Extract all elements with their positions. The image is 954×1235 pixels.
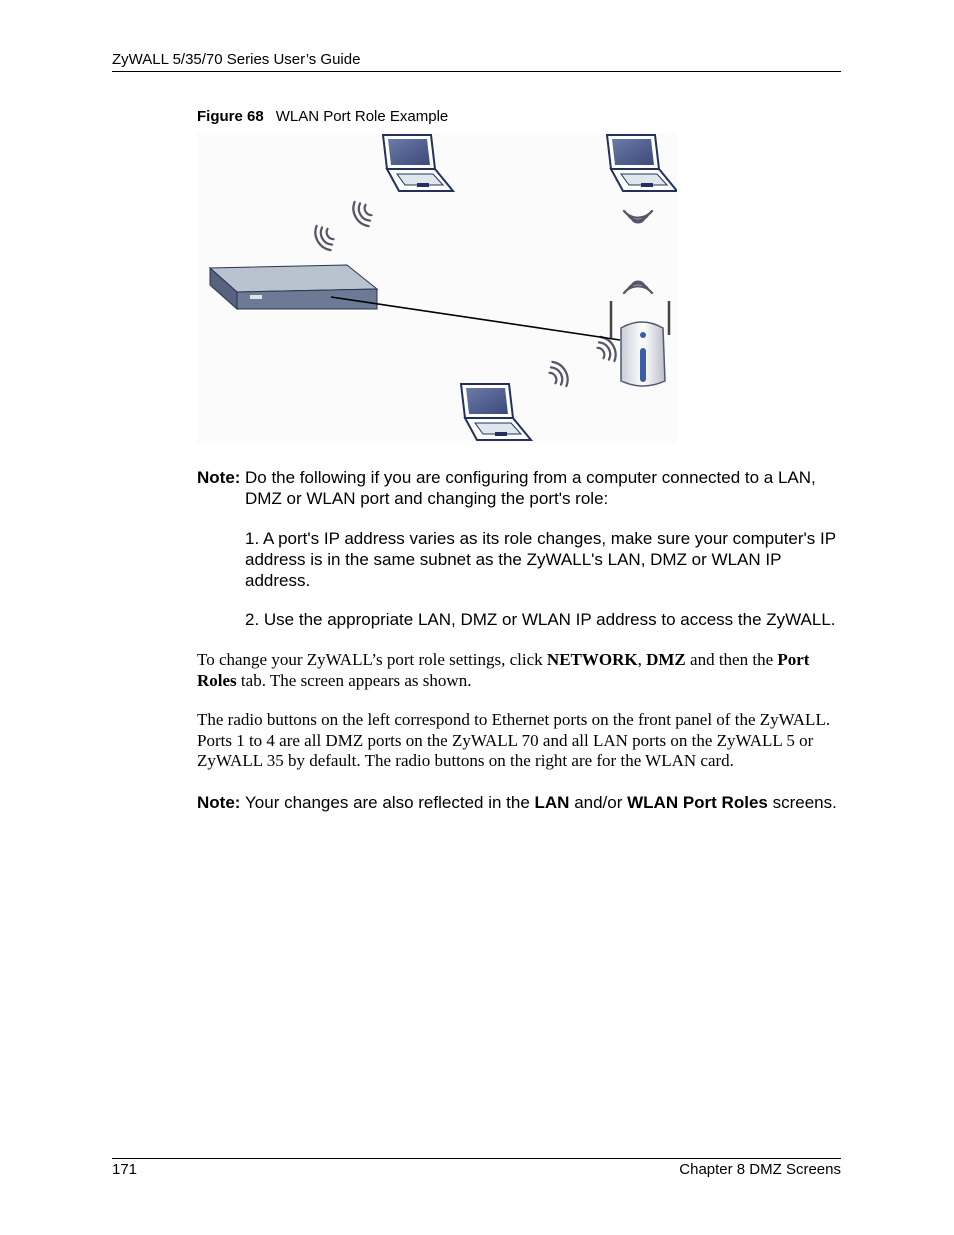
paragraph-radio-line-2: Ports 1 to 4 are all DMZ ports on the ZyWALL 70 and all LAN ports on the ZyWALL 5 or [197,730,814,750]
lan-screen-ref: LAN [534,793,570,812]
port-tab-ref: Port [777,650,810,669]
note-line-1: Do the following if you are configuring from a computer connected to a LAN, [245,468,816,487]
note-item-1-line-2: address is in the same subnet as the ZyWALL's LAN, DMZ or WLAN IP [245,550,782,569]
note-item-2: 2. Use the appropriate LAN, DMZ or WLAN IP address to access the ZyWALL. [245,610,836,629]
figure-caption [197,108,448,125]
note-line-2: DMZ or WLAN port and changing the port's role: [245,489,609,508]
chapter-title: Chapter 8 DMZ Screens [679,1161,841,1178]
paragraph-radio-buttons [197,710,842,772]
paragraph-port-role-settings: To change your ZyWALL’s port role settings, click NETWORK, DMZ and then the Port Roles tab. The screen appears as shown. [197,650,810,690]
figure-title: WLAN Port Role Example [275,108,449,125]
dmz-menu-ref: DMZ [646,650,686,669]
note-item-1-line-3: address. [245,571,311,590]
note-changes: Note: Your changes are also reflected in the LAN and/or WLAN Port Roles screens. [197,793,837,812]
running-header: ZyWALL 5/35/70 Series User’s Guide [112,51,361,68]
paragraph-radio-line-3: ZyWALL 35 by default. The radio buttons on the right are for the WLAN card. [197,751,734,770]
figure-label: Figure 68 [197,108,264,125]
note-label: Note: [197,468,241,487]
header-rule [112,71,841,72]
network-diagram [197,133,677,443]
note-item-1-line-1: 1. A port's IP address varies as its role changes, make sure your computer's IP [245,529,837,548]
paragraph-radio-line-1: The radio buttons on the left correspond to Ethernet ports on the front panel of the ZyWALL. [197,710,831,729]
zywall-router-icon [210,265,377,309]
page-number: 171 [112,1161,138,1178]
note-port-role [197,467,847,509]
wlan-port-roles-ref: WLAN Port Roles [627,793,768,812]
footer-rule [112,1158,841,1159]
roles-tab-ref: Roles [197,670,237,690]
note-item-1 [245,528,845,591]
note-label-2: Note: [197,793,241,812]
network-menu-ref: NETWORK [546,650,638,669]
